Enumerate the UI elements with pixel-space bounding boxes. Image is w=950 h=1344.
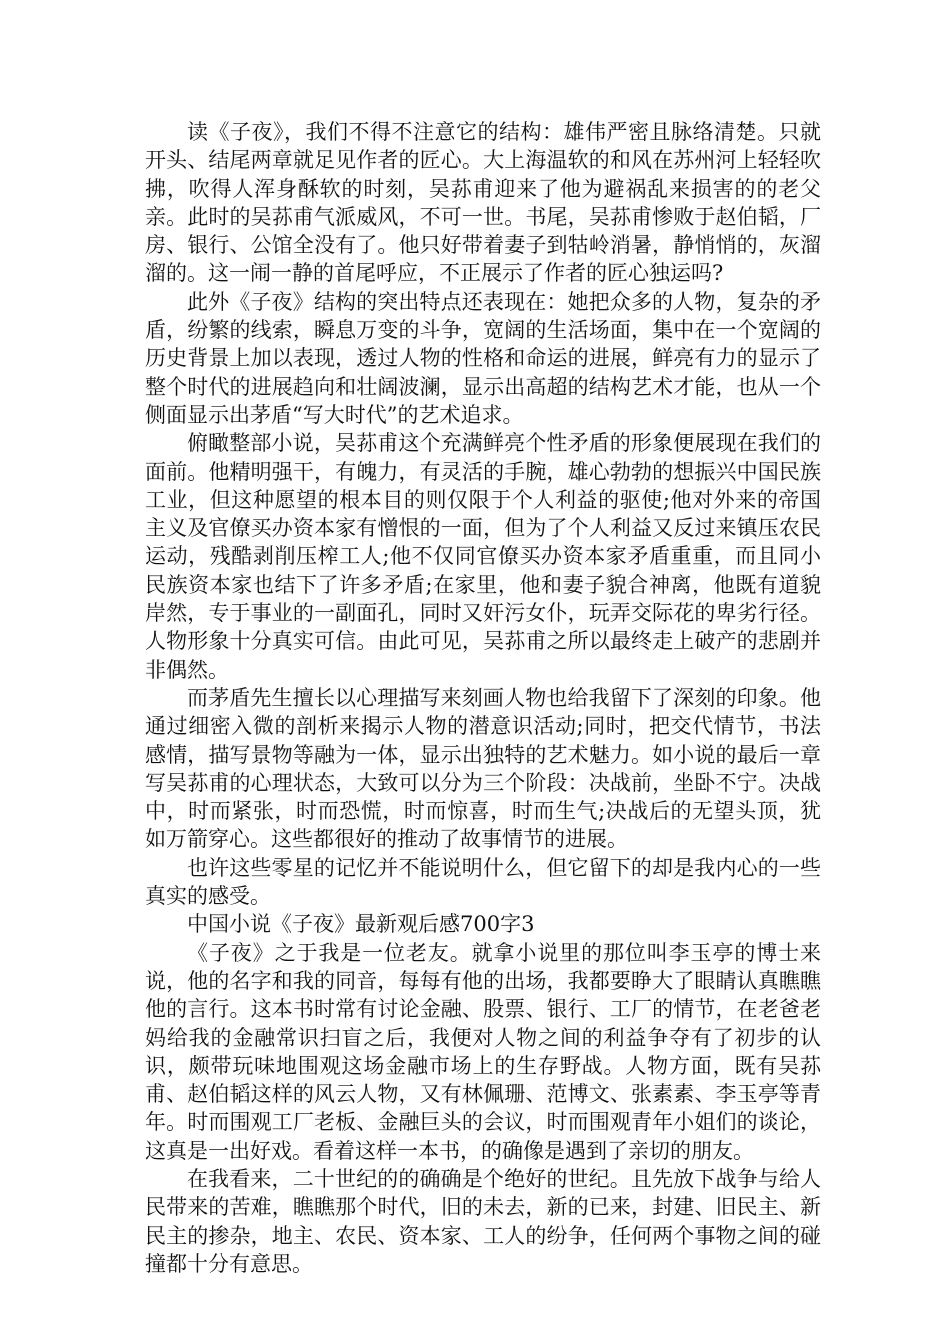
paragraph-character-wu: 俯瞰整部小说，吴荪甫这个充满鲜亮个性矛盾的形象便展现在我们的面前。他精明强干，有魄力，有灵活的手腕，雄心勃勃的想振兴中国民族工业，但这种愿望的根本目的则仅限于个人利益的驱使;他对外来的帝国主义及官僚买办资本家有憎恨的一面，但为了个人利益又反过来镇压农民运动，残酷剥削压榨工人;他不仅同官僚买办资本家矛盾重重，而且同小民族资本家也结下了许多矛盾;在家里，他和妻子貌合神离，他既有道貌岸然，专于事业的一副面孔，同时又奸污女仆，玩弄交际花的卑劣行径。人物形象十分真实可信。由此可见，吴荪甫之所以最终走上破产的悲剧并非偶然。 [145, 431, 821, 682]
document-body [145, 118, 821, 1278]
paragraph-structure: 读《子夜》，我们不得不注意它的结构：雄伟严密且脉络清楚。只就开头、结尾两章就足见作者的匠心。大上海温软的和风在苏州河上轻轻吹拂，吹得人浑身酥软的时刻，吴荪甫迎来了他为避祸乱来损害的的老父亲。此时的吴荪甫气派威风，不可一世。书尾，吴荪甫惨败于赵伯韬，厂房、银行、公馆全没有了。他只好带着妻子到牯岭消暑，静悄悄的，灰溜溜的。这一闹一静的首尾呼应，不正展示了作者的匠心独运吗? [145, 120, 821, 286]
paragraph-structure-features: 此外《子夜》结构的突出特点还表现在：她把众多的人物，复杂的矛盾，纷繁的线索，瞬息万变的斗争，宽阔的生活场面，集中在一个宽阔的历史背景上加以表现，透过人物的性格和命运的进展，鲜亮有力的显示了整个时代的进展趋向和壮阔波澜，显示出高超的结构艺术才能，也从一个侧面显示出茅盾“写大时代”的艺术追求。 [145, 289, 821, 427]
section-heading: 中国小说《子夜》最新观后感700字3 [187, 912, 535, 937]
paragraph-closing: 也许这些零星的记忆并不能说明什么，但它留下的却是我内心的一些真实的感受。 [145, 855, 821, 909]
paragraph-old-friend: 《子夜》之于我是一位老友。就拿小说里的那位叫李玉亭的博士来说，他的名字和我的同音，每每有他的出场，我都要睁大了眼睛认真瞧瞧他的言行。这本书时常有讨论金融、股票、银行、工厂的情节，在老爸老妈给我的金融常识扫盲之后，我便对人物之间的利益争夺有了初步的认识，颇带玩味地围观这场金融市场上的生存野战。人物方面，既有吴荪甫、赵伯韬这样的风云人物，又有林佩珊、范博文、张素素、李玉亭等青年。时而围观工厂老板、金融巨头的会议，时而围观青年小姐们的谈论，这真是一出好戏。看着这样一本书，的确像是遇到了亲切的朋友。 [145, 940, 821, 1163]
paragraph-twentieth-century: 在我看来，二十世纪的的确确是个绝好的世纪。且先放下战争与给人民带来的苦难，瞧瞧那个时代，旧的未去，新的已来，封建、旧民主、新民主的掺杂，地主、农民、资本家、工人的纷争，任何两个事物之间的碰撞都十分有意思。 [145, 1166, 821, 1276]
paragraph-psychology: 而茅盾先生擅长以心理描写来刻画人物也给我留下了深刻的印象。他通过细密入微的剖析来揭示人物的潜意识活动;同时，把交代情节，书法感情，描写景物等融为一体，显示出独特的艺术魅力。如小说的最后一章写吴荪甫的心理状态，大致可以分为三个阶段：决战前，坐卧不宁。决战中，时而紧张，时而恐慌，时而惊喜，时而生气;决战后的无望头顶，犹如万箭穿心。这些都很好的推动了故事情节的进展。 [145, 685, 821, 852]
